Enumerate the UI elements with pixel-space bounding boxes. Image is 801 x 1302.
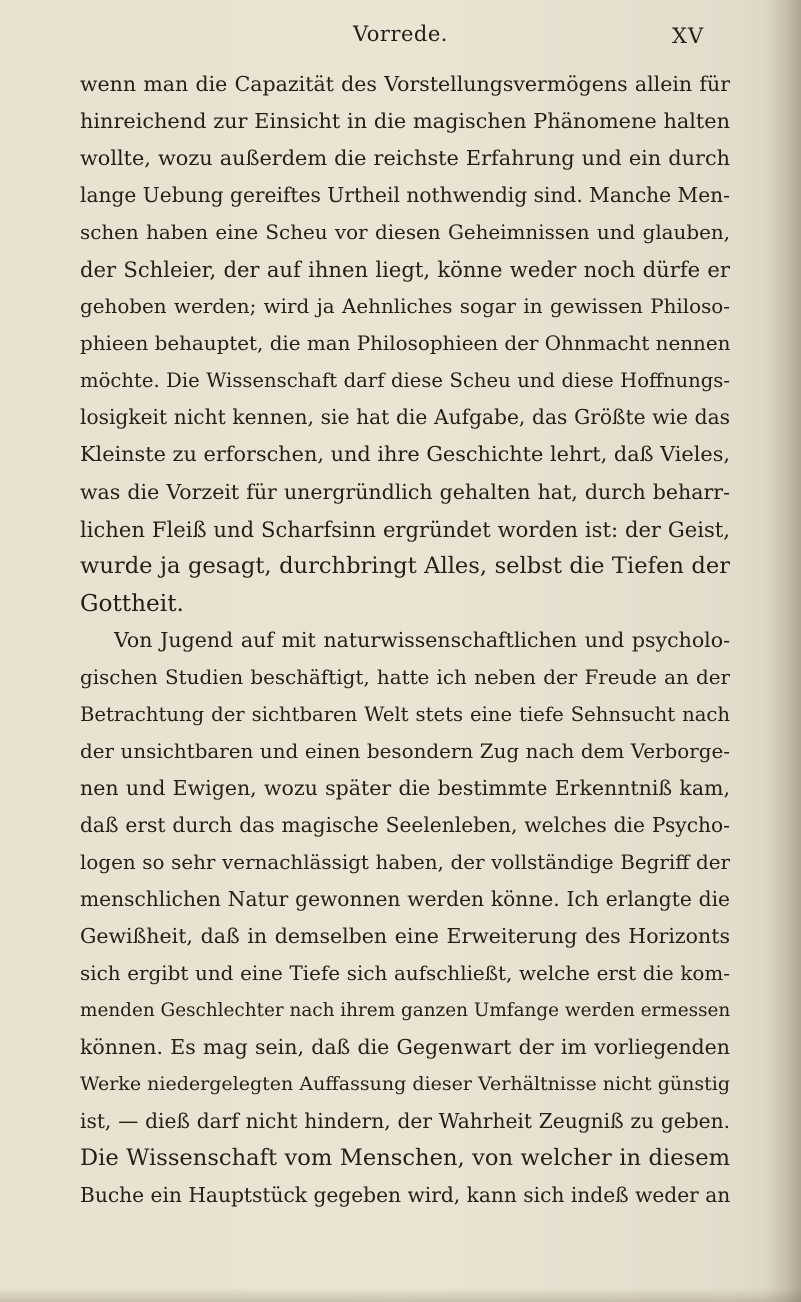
text-line: gehoben werden; wird ja Aehnliches sogar in gewissen Philoso- [80,295,730,319]
text-line: hinreichend zur Einsicht in die magischen Phänomene halten [80,109,730,134]
text-line: Von Jugend auf mit naturwissenschaftlichen und psycholo- [114,627,730,652]
text-line: Kleinste zu erforschen, und ihre Geschichte lehrt, daß Vieles, [80,442,730,467]
text-line: lichen Fleiß und Scharfsinn ergründet worden ist: der Geist, [80,516,730,542]
text-line: Buche ein Hauptstück gegeben wird, kann sich indeß weder an [80,1183,730,1208]
text-line: gischen Studien beschäftigt, hatte ich neben der Freude an der [80,665,730,689]
text-line: der Schleier, der auf ihnen liegt, könne weder noch dürfe er [80,257,730,283]
running-head [0,22,801,52]
text-line: möchte. Die Wissenschaft darf diese Scheu und diese Hoffnungs- [80,369,730,393]
text-line: wollte, wozu außerdem die reichste Erfahrung und ein durch [80,146,730,171]
text-line: schen haben eine Scheu vor diesen Geheimnissen und glauben, [80,221,730,245]
text-line: logen so sehr vernachlässigt haben, der vollständige Begriff der [80,850,730,874]
text-line: phieen behauptet, die man Philosophieen der Ohnmacht nennen [80,332,730,356]
page-edge-shadow [765,0,801,1302]
text-line: sich ergibt und eine Tiefe sich aufschließt, welche erst die kom- [80,962,730,986]
text-line: wenn man die Capazität des Vorstellungsvermögens allein für [80,72,730,96]
text-line: menden Geschlechter nach ihrem ganzen Umfange werden ermessen [80,1000,730,1022]
text-line: können. Es mag sein, daß die Gegenwart der im vorliegenden [80,1035,730,1060]
text-line: lange Uebung gereiftes Urtheil nothwendig sind. Manche Men- [80,183,730,208]
text-line: der unsichtbaren und einen besondern Zug nach dem Verborge- [80,739,730,763]
page-number: XV [672,24,705,48]
text-line: was die Vorzeit für unergründlich gehalten hat, durch beharr- [80,479,730,504]
body-text [80,66,730,1214]
running-head-title: Vorrede. [353,22,448,46]
text-line: ist, — dieß darf nicht hindern, der Wahrheit Zeugniß zu geben. [80,1109,730,1134]
text-line: wurde ja gesagt, durchbringt Alles, selbst die Tiefen der [80,552,730,579]
text-line: daß erst durch das magische Seelenleben, welches die Psycho- [80,812,730,837]
text-line: menschlichen Natur gewonnen werden könne. Ich erlangte die [80,887,730,912]
text-line: nen und Ewigen, wozu später die bestimmte Erkenntniß kam, [80,775,730,800]
page-bottom-shadow [0,1288,801,1302]
text-line: Gottheit. [80,589,184,617]
text-line: Betrachtung der sichtbaren Welt stets eine tiefe Sehnsucht nach [80,702,730,726]
text-line: Gewißheit, daß in demselben eine Erweiterung des Horizonts [80,924,730,949]
text-line: losigkeit nicht kennen, sie hat die Aufgabe, das Größte wie das [80,405,730,430]
text-line: Werke niedergelegten Auffassung dieser Verhältnisse nicht günstig [80,1073,730,1096]
text-line: Die Wissenschaft vom Menschen, von welcher in diesem [80,1145,730,1172]
